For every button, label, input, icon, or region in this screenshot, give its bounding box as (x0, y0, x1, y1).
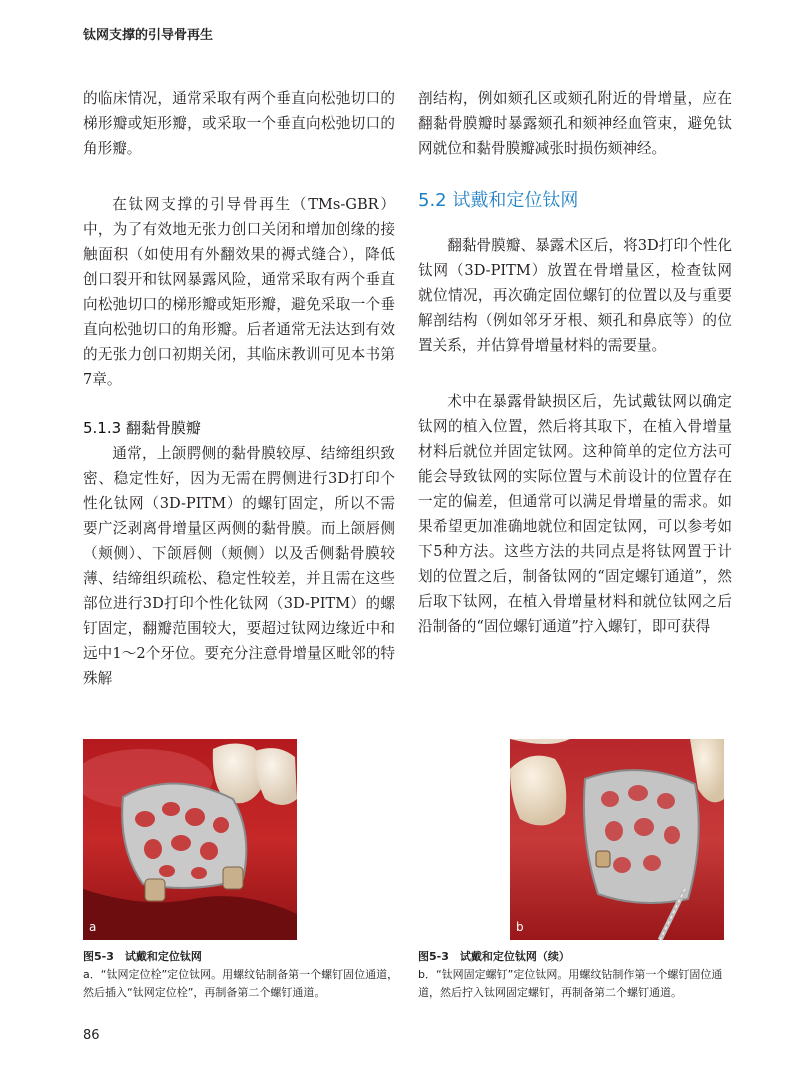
photo-letter-a: a (89, 920, 97, 934)
running-header: 钛网支撑的引导骨再生 (83, 28, 214, 43)
page-number: 86 (83, 1028, 100, 1043)
figure-photo-b (510, 739, 724, 940)
figure-caption-a (83, 948, 401, 1002)
left-paragraph-1: 的临床情况，通常采取有两个垂直向松弛切口的梯形瓣或矩形瓣，或采取一个垂直向松弛切口的角形瓣。 (83, 90, 395, 157)
right-column (418, 86, 732, 639)
right-paragraph-2: 翻黏骨膜瓣、暴露术区后，将3D打印个性化钛网（3D-PITM）放置在骨增量区，检查钛网就位情况，再次确定固位螺钉的位置以及与重要解剖结构（例如邻牙牙根、颏孔和鼻底等）的位置关系，并估算骨增量材料的需要量。 (418, 237, 732, 354)
left-paragraph-3: 通常，上颌腭侧的黏骨膜较厚、结缔组织致密、稳定性好，因为无需在腭侧进行3D打印个性化钛网（3D-PITM）的螺钉固定，所以不需要广泛剥离骨增量区两侧的黏骨膜。而上颌唇侧（颊侧）、下颌唇侧（颊侧）以及舌侧黏骨膜较薄、结缔组织疏松、稳定性较差，并且需在这些部位进行3D打印个性化钛网（3D-PITM）的螺钉固定，翻瓣范围较大，要超过钛网边缘近中和远中1～2个牙位。要充分注意骨增量区毗邻的特殊解 (83, 445, 395, 687)
surgical-photo-a-image (83, 739, 297, 940)
figure-caption-a-text: a．“钛网定位栓”定位钛网。用螺纹钻制备第一个螺钉固位通道，然后插入“钛网定位栓”，再制备第二个螺钉通道。 (83, 968, 399, 999)
photo-letter-b: b (516, 920, 524, 934)
figure-photo-a (83, 739, 297, 940)
figure-caption-b-text: b．“钛网固定螺钉”定位钛网。用螺纹钻制作第一个螺钉固位通道，然后拧入钛网固定螺钉，再制备第二个螺钉通道。 (418, 968, 723, 999)
section-heading-5-2: 5.2 试戴和定位钛网 (418, 190, 579, 211)
left-column (83, 86, 395, 691)
figure-caption-b-title: 图5-3 试戴和定位钛网（续） (418, 950, 570, 963)
subsection-heading-5-1-3: 5.1.3 翻黏骨膜瓣 (83, 419, 201, 437)
right-paragraph-1: 剖结构，例如颏孔区或颏孔附近的骨增量，应在翻黏骨膜瓣时暴露颏孔和颏神经血管束，避免钛网就位和黏骨膜瓣减张时损伤颏神经。 (418, 90, 732, 157)
figure-caption-b (418, 948, 736, 1002)
left-paragraph-2: 在钛网支撑的引导骨再生（TMs-GBR）中，为了有效地无张力创口关闭和增加创缘的接触面积（如使用有外翻效果的褥式缝合），降低创口裂开和钛网暴露风险，通常采取有两个垂直向松弛切口的梯形瓣或矩形瓣，避免采取一个垂直向松弛切口的角形瓣。后者通常无法达到有效的无张力创口初期关闭，其临床教训可见本书第7章。 (83, 196, 396, 388)
surgical-photo-b-image (510, 739, 724, 940)
right-paragraph-3: 术中在暴露骨缺损区后，先试戴钛网以确定钛网的植入位置，然后将其取下，在植入骨增量材料后就位并固定钛网。这种简单的定位方法可能会导致钛网的实际位置与术前设计的位置存在一定的偏差，但通常可以满足骨增量的需求。如果希望更加准确地就位和固定钛网，可以参考如下5种方法。这些方法的共同点是将钛网置于计划的位置之后，制备钛网的“固定螺钉通道”，然后取下钛网，在植入骨增量材料和就位钛网之后沿制备的“固位螺钉通道”拧入螺钉，即可获得 (418, 393, 732, 635)
figure-caption-a-title: 图5-3 试戴和定位钛网 (83, 950, 202, 963)
